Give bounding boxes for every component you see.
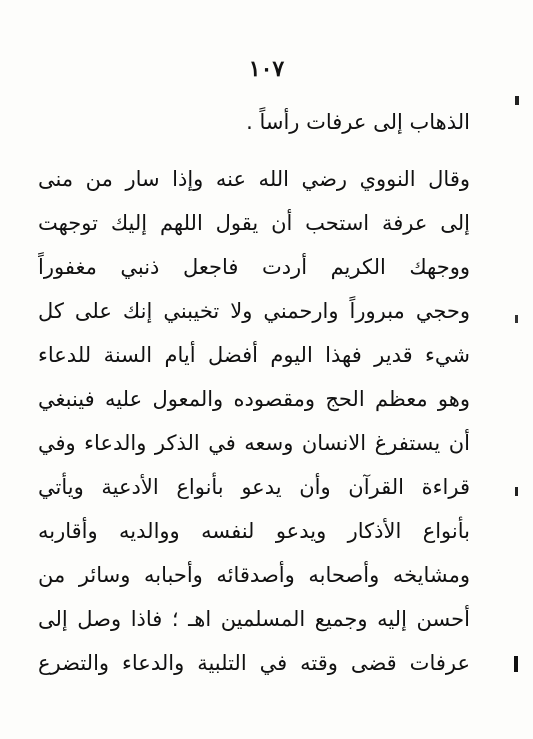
text-line-3: إلى عرفة استحب أن يقول اللهم إليك توجهت [38, 211, 470, 235]
margin-mark-top-right [515, 96, 519, 105]
text-line-11: ومشايخه وأصحابه وأصدقائه وأحبابه وسائر من [38, 563, 470, 587]
text-line-13: عرفات قضى وقته في التلبية والدعاء والتضرع [38, 651, 470, 675]
text-line-2: وقال النووي رضي الله عنه وإذا سار من منى [38, 167, 470, 191]
margin-mark-mid-right [515, 315, 518, 323]
text-line-1: الذهاب إلى عرفات رأساً . [246, 110, 470, 134]
text-line-5: وحجي مبروراً وارحمني ولا تخيبني إنك على كل [38, 299, 470, 323]
text-line-10: بأنواع الأذكار ويدعو لنفسه ووالديه وأقاربه [38, 519, 470, 543]
text-line-4: ووجهك الكريم أردت فاجعل ذنبي مغفوراً [38, 255, 470, 279]
text-line-6: شيء قدير فهذا اليوم أفضل أيام السنة للدعاء [38, 343, 470, 367]
page-number: ١٠٧ [248, 56, 285, 82]
text-line-8: أن يستفرغ الانسان وسعه في الذكر والدعاء وفي [38, 431, 470, 455]
text-line-7: وهو معظم الحج ومقصوده والمعول عليه فينبغي [38, 387, 470, 411]
text-body [38, 100, 470, 144]
text-line-12: أحسن إليه وجميع المسلمين اهـ ؛ فاذا وصل إلى [38, 607, 470, 631]
margin-mark-lower-right [515, 487, 518, 496]
paragraph-nawawi [38, 157, 470, 685]
margin-mark-bottom-right [514, 656, 518, 672]
text-line-9: قراءة القرآن وأن يدعو بأنواع الأدعية ويأتي [38, 475, 470, 499]
